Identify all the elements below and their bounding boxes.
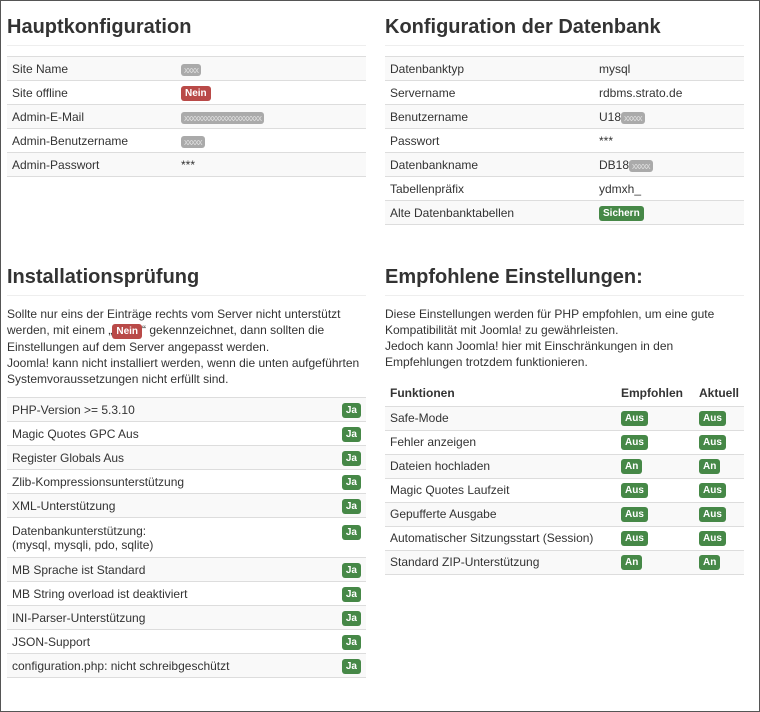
row-label: Magic Quotes GPC Aus [7, 422, 326, 446]
row-label: Admin-E-Mail [7, 105, 176, 129]
table-row [7, 494, 366, 518]
row-label: Admin-Passwort [7, 153, 176, 177]
row-label: Register Globals Aus [7, 446, 326, 470]
table-row [385, 406, 744, 430]
recommended-badge: Aus [621, 411, 648, 426]
table-row [7, 582, 366, 606]
section-title: Empfohlene Einstellungen: [385, 262, 744, 296]
table-row [7, 57, 366, 81]
status-badge: Nein [181, 86, 211, 101]
recommended-badge: An [621, 459, 642, 474]
obscured-value: xxxx [181, 64, 201, 76]
row-label: Tabellenpräfix [385, 177, 594, 201]
obscured-value: xxxxx [181, 136, 205, 148]
table-row [7, 630, 366, 654]
recommended-badge: Aus [621, 507, 648, 522]
table-row [385, 105, 744, 129]
row-value: ydmxh_ [594, 177, 744, 201]
status-badge: Nein [112, 324, 142, 339]
row-label: Site Name [7, 57, 176, 81]
table-row [385, 454, 744, 478]
status-badge: Ja [342, 563, 361, 578]
row-label: INI-Parser-Unterstützung [7, 606, 326, 630]
current-badge: Aus [699, 483, 726, 498]
current-badge: Aus [699, 507, 726, 522]
table-row [7, 470, 366, 494]
row-label: Automatischer Sitzungsstart (Session) [385, 526, 616, 550]
recommended-settings-table [385, 380, 744, 575]
install-check-table [7, 397, 366, 678]
status-badge: Ja [342, 611, 361, 626]
db-config-table [385, 56, 744, 225]
column-header: Aktuell [698, 385, 739, 400]
table-row [7, 558, 366, 582]
intro-text [385, 306, 744, 370]
intro-part: “ gekennzeichnet, dann sollten die Einstellungen auf dem Server angepasst werden. [7, 323, 325, 354]
row-label: Benutzername [385, 105, 594, 129]
status-badge: Ja [342, 635, 361, 650]
main-config-table [7, 56, 366, 177]
table-row [7, 398, 366, 422]
row-label: MB String overload ist deaktiviert [7, 582, 326, 606]
status-badge: Ja [342, 659, 361, 674]
row-label: Zlib-Kompressionsunterstützung [7, 470, 326, 494]
table-row [7, 606, 366, 630]
table-row [7, 654, 366, 678]
row-value: mysql [594, 57, 744, 81]
intro-text [7, 306, 366, 387]
status-badge: Sichern [599, 206, 644, 221]
db-config-section [385, 12, 744, 225]
row-label: Gepufferte Ausgabe [385, 502, 616, 526]
table-row [385, 81, 744, 105]
table-row [7, 446, 366, 470]
status-badge: Ja [342, 403, 361, 418]
row-label: Standard ZIP-Unterstützung [385, 550, 616, 574]
table-row [385, 430, 744, 454]
row-label: Site offline [7, 81, 176, 105]
row-label: Datenbankunterstützung: (mysql, mysqli, pdo, sqlite) [7, 518, 326, 558]
intro-part: Jedoch kann Joomla! hier mit Einschränkungen in den Empfehlungen trotzdem funktionieren. [385, 339, 674, 369]
recommended-badge: Aus [621, 531, 648, 546]
table-row [385, 478, 744, 502]
table-row [385, 526, 744, 550]
table-row [7, 105, 366, 129]
section-title: Konfiguration der Datenbank [385, 12, 744, 46]
table-row [385, 129, 744, 153]
column-header: Empfohlen [620, 385, 683, 400]
obscured-value: xxxxx [629, 160, 653, 172]
table-row [385, 502, 744, 526]
row-label: Fehler anzeigen [385, 430, 616, 454]
current-badge: Aus [699, 435, 726, 450]
current-badge: Aus [699, 411, 726, 426]
row-label: Servername [385, 81, 594, 105]
row-label: XML-Unterstützung [7, 494, 326, 518]
section-title: Hauptkonfiguration [7, 12, 366, 46]
row-label: Safe-Mode [385, 406, 616, 430]
row-value: rdbms.strato.de [594, 81, 744, 105]
recommended-settings-section [385, 262, 744, 575]
row-value: U18 [599, 109, 622, 124]
current-badge: An [699, 459, 720, 474]
status-badge: Ja [342, 475, 361, 490]
row-label: Alte Datenbanktabellen [385, 201, 594, 225]
main-config-section [7, 12, 366, 177]
status-badge: Ja [342, 451, 361, 466]
table-row [385, 153, 744, 177]
row-label: Magic Quotes Laufzeit [385, 478, 616, 502]
intro-part: Sollte nur eins der Einträge rechts vom Server nicht unterstützt werden, mit einem „ [7, 307, 341, 337]
section-title: Installationsprüfung [7, 262, 366, 296]
recommended-badge: Aus [621, 483, 648, 498]
column-header: Funktionen [390, 385, 455, 400]
obscured-value: xxxxxxxxxxxxxxxxxxxxxx [181, 112, 264, 124]
table-row [385, 57, 744, 81]
intro-part: Diese Einstellungen werden für PHP empfohlen, um eine gute Kompatibilität mit Joomla! zu gewährleisten. [385, 307, 715, 337]
row-label: Passwort [385, 129, 594, 153]
status-badge: Ja [342, 587, 361, 602]
obscured-value: xxxxx [621, 112, 645, 124]
row-label: configuration.php: nicht schreibgeschützt [7, 654, 326, 678]
table-row [7, 422, 366, 446]
row-label: MB Sprache ist Standard [7, 558, 326, 582]
row-label: Datenbankname [385, 153, 594, 177]
table-row [7, 518, 366, 558]
status-badge: Ja [342, 525, 361, 540]
table-row [7, 153, 366, 177]
row-label: Dateien hochladen [385, 454, 616, 478]
status-badge: Ja [342, 427, 361, 442]
table-row [385, 201, 744, 225]
install-check-section [7, 262, 366, 678]
table-row [385, 177, 744, 201]
row-label: PHP-Version >= 5.3.10 [7, 398, 326, 422]
intro-part: Joomla! kann nicht installiert werden, wenn die unten aufgeführten Systemvoraussetzungen nicht erfüllt sind. [7, 356, 360, 386]
current-badge: An [699, 555, 720, 570]
row-value: DB18 [599, 157, 630, 172]
recommended-badge: Aus [621, 435, 648, 450]
row-value: *** [176, 153, 366, 177]
status-badge: Ja [342, 499, 361, 514]
row-value: *** [594, 129, 744, 153]
current-badge: Aus [699, 531, 726, 546]
row-label: Admin-Benutzername [7, 129, 176, 153]
table-row [385, 550, 744, 574]
table-row [7, 81, 366, 105]
row-label: JSON-Support [7, 630, 326, 654]
table-row [7, 129, 366, 153]
recommended-badge: An [621, 555, 642, 570]
row-label: Datenbanktyp [385, 57, 594, 81]
